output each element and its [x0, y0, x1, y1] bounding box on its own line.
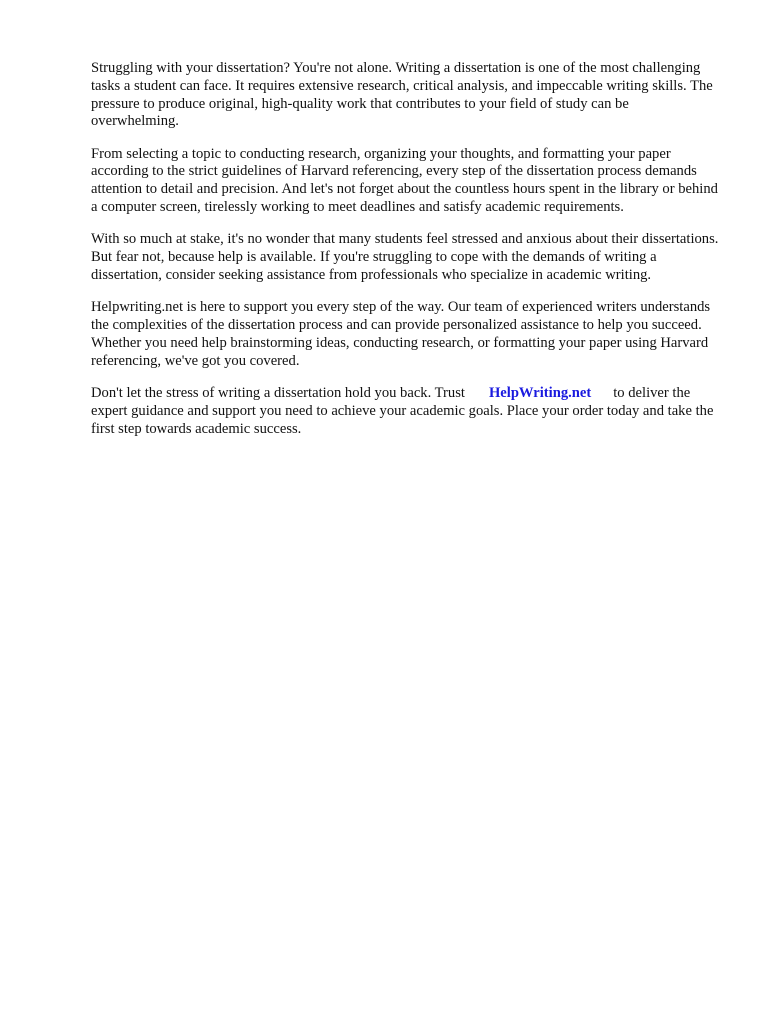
paragraph-intro: Struggling with your dissertation? You're not alone. Writing a dissertation is one of the most challenging tasks a student can face. It requires extensive research, critical analysis, and impeccable writing skills. The pressure to produce original, high-quality work that contributes to your field of study can be overwhelming. — [91, 60, 713, 130]
closing-text-after-link: to deliver the expert guidance and support you need to achieve your academic goals. Place your order today and take the first step towards academic success. — [91, 384, 714, 437]
paragraph-closing — [91, 385, 720, 438]
paragraph-support: Helpwriting.net is here to support you every step of the way. Our team of experienced writers understands the complexities of the dissertation process and can provide personalized assistance to help you succeed. Whether you need help brainstorming ideas, conducting research, or formatting your paper using Harvard referencing, we've got you covered. — [91, 299, 711, 369]
paragraph-process: From selecting a topic to conducting research, organizing your thoughts, and formatting your paper according to the strict guidelines of Harvard referencing, every step of the dissertation process demands attention to detail and precision. And let's not forget about the countless hours spent in the library or behind a computer screen, tirelessly working to meet deadlines and satisfy academic requirements. — [91, 145, 718, 216]
paragraph-stress: With so much at stake, it's no wonder that many students feel stressed and anxious about their dissertations. But fear not, because help is available. If you're struggling to cope with the demands of writing a dissertation, consider seeking assistance from professionals who specialize in academic writing. — [91, 231, 719, 283]
helpwriting-link[interactable]: HelpWriting.net — [488, 384, 592, 401]
closing-text-before-link: Don't let the stress of writing a dissertation hold you back. Trust — [91, 384, 465, 401]
